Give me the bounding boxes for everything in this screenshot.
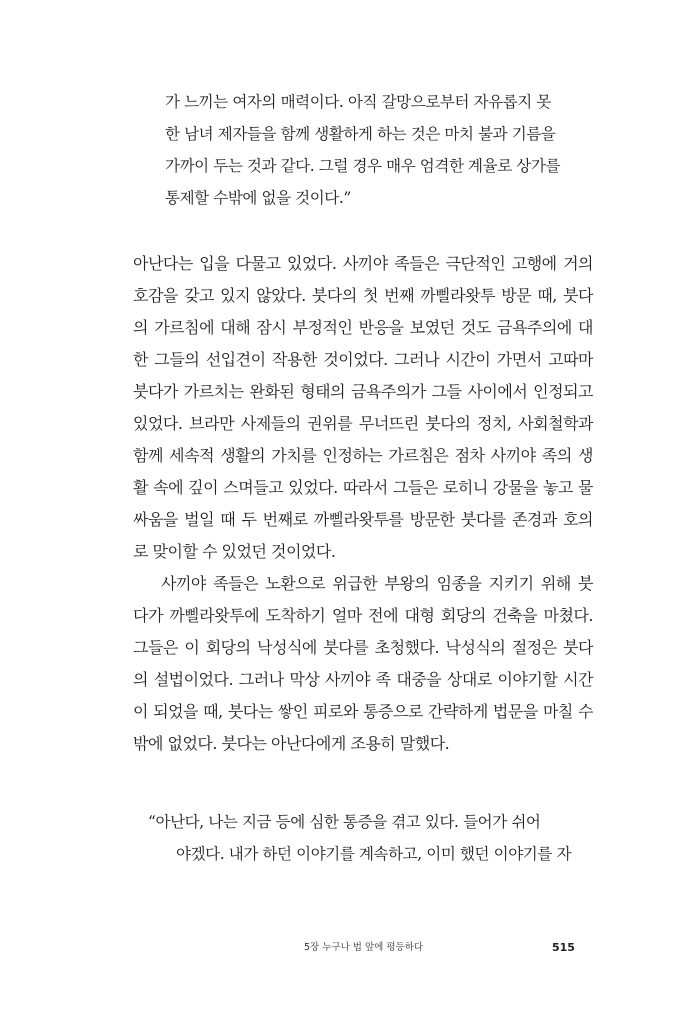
quote-line: 가 느끼는 여자의 매력이다. 아직 갈망으로부터 자유롭지 못	[165, 93, 551, 111]
page-footer	[0, 938, 680, 958]
body-line: 호감을 갖고 있지 않았다. 붓다의 첫 번째 까삘라왓투 방문 때, 붓다	[133, 286, 593, 305]
body-line: 활 속에 깊이 스며들고 있었다. 따라서 그들은 로히니 강물을 놓고 물	[133, 478, 593, 497]
page-number: 515	[552, 941, 575, 954]
body-line: 한 그들의 선입견이 작용한 것이었다. 그러나 시간이 가면서 고따마	[133, 350, 593, 369]
body-line: 의 가르침에 대해 잠시 부정적인 반응을 보였던 것도 금욕주의에 대	[133, 318, 593, 337]
quote-block-bottom	[148, 806, 572, 870]
quote-line: 한 남녀 제자들을 함께 생활하게 하는 것은 마치 불과 기름을	[165, 125, 556, 143]
quote-line: 통제할 수밖에 없을 것이다.”	[165, 189, 351, 207]
body-line: 의 설법이었다. 그러나 막상 사끼야 족 대중을 상대로 이야기할 시간	[133, 670, 593, 689]
body-line: 이 되었을 때, 붓다는 쌓인 피로와 통증으로 간략하게 법문을 마칠 수	[133, 702, 593, 721]
body-line: 밖에 없었다. 붓다는 아난다에게 조용히 말했다.	[133, 734, 450, 753]
body-line-paragraph-start: 사끼야 족들은 노환으로 위급한 부왕의 임종을 지키기 위해 붓	[161, 574, 593, 593]
chapter-title: 5장 누구나 법 앞에 평등하다	[304, 942, 424, 953]
quote-line: 가까이 두는 것과 같다. 그럴 경우 매우 엄격한 계율로 상가를	[165, 157, 561, 175]
body-line: 다가 까삘라왓투에 도착하기 얼마 전에 대형 회당의 건축을 마쳤다.	[133, 606, 593, 625]
body-line: 그들은 이 회당의 낙성식에 붓다를 초청했다. 낙성식의 절정은 붓다	[133, 638, 593, 657]
quote-block-top	[165, 86, 585, 214]
body-line: 있었다. 브라만 사제들의 권위를 무너뜨린 붓다의 정치, 사회철학과	[133, 414, 593, 433]
quote-line: “아난다, 나는 지금 등에 심한 통증을 겪고 있다. 들어가 쉬어	[148, 813, 541, 831]
body-text	[133, 248, 593, 760]
quote-line: 야겠다. 내가 하던 이야기를 계속하고, 이미 했던 이야기를 자	[176, 845, 572, 863]
body-line: 싸움을 벌일 때 두 번째로 까삘라왓투를 방문한 붓다를 존경과 호의	[133, 510, 593, 529]
body-line: 함께 세속적 생활의 가치를 인정하는 가르침은 점차 사끼야 족의 생	[133, 446, 593, 465]
body-line: 붓다가 가르치는 완화된 형태의 금욕주의가 그들 사이에서 인정되고	[133, 382, 593, 401]
body-line: 아난다는 입을 다물고 있었다. 사끼야 족들은 극단적인 고행에 거의	[133, 254, 593, 273]
body-line: 로 맞이할 수 있었던 것이었다.	[133, 542, 336, 561]
